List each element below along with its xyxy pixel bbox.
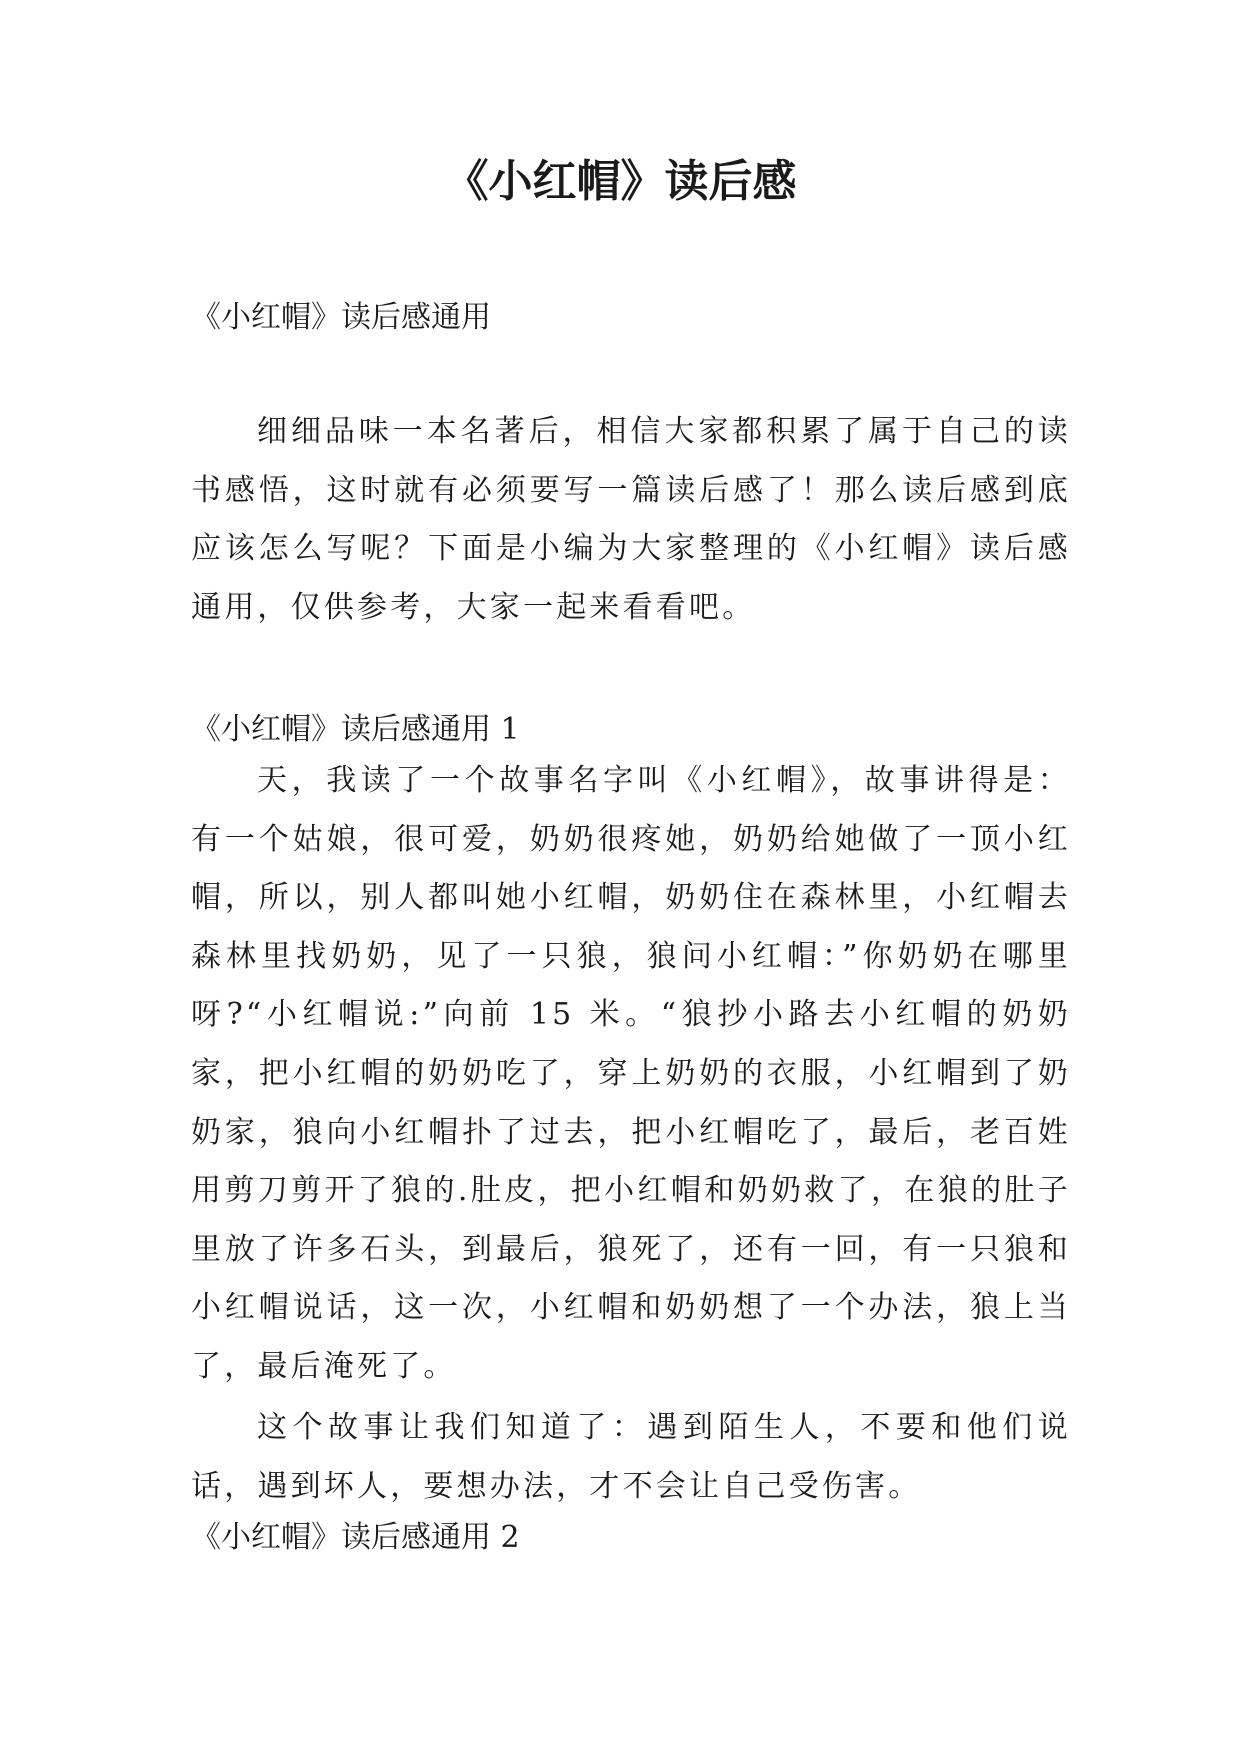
section-1-heading: 《小红帽》读后感通用 1 (191, 712, 520, 747)
document-subtitle: 《小红帽》读后感通用 (191, 300, 491, 335)
document-title: 《小红帽》读后感 (444, 156, 797, 207)
intro-paragraph: 细细品味一本名著后，相信大家都积累了属于自己的读书感悟，这时就有必须要写一篇读后感了！那么读后感到底应该怎么写呢？下面是小编为大家整理的《小红帽》读后感通用，仅供参考，大家一起来看看吧。 (191, 414, 1071, 625)
section-2-heading: 《小红帽》读后感通用 2 (191, 1520, 520, 1555)
section-1-story-paragraph: 天，我读了一个故事名字叫《小红帽》，故事讲得是：有一个姑娘，很可爱，奶奶很疼她，奶奶给她做了一顶小红帽，所以，别人都叫她小红帽，奶奶住在森林里，小红帽去森林里找奶奶，见了一只狼，狼问小红帽：”你奶奶在哪里呀?“小红帽说:”向前 15 米。“狼抄小路去小红帽的奶奶家，把小红帽的奶奶吃了，穿上奶奶的衣服，小红帽到了奶奶家，狼向小红帽扑了过去，把小红帽吃了，最后，老百姓用剪刀剪开了狼的.肚皮，把小红帽和奶奶救了，在狼的肚子里放了许多石头，到最后，狼死了，还有一回，有一只狼和小红帽说话，这一次，小红帽和奶奶想了一个办法，狼上当了，最后淹死了。 (191, 763, 1071, 1384)
section-1-moral-paragraph: 这个故事让我们知道了：遇到陌生人，不要和他们说话，遇到坏人，要想办法，才不会让自己受伤害。 (191, 1410, 1071, 1504)
